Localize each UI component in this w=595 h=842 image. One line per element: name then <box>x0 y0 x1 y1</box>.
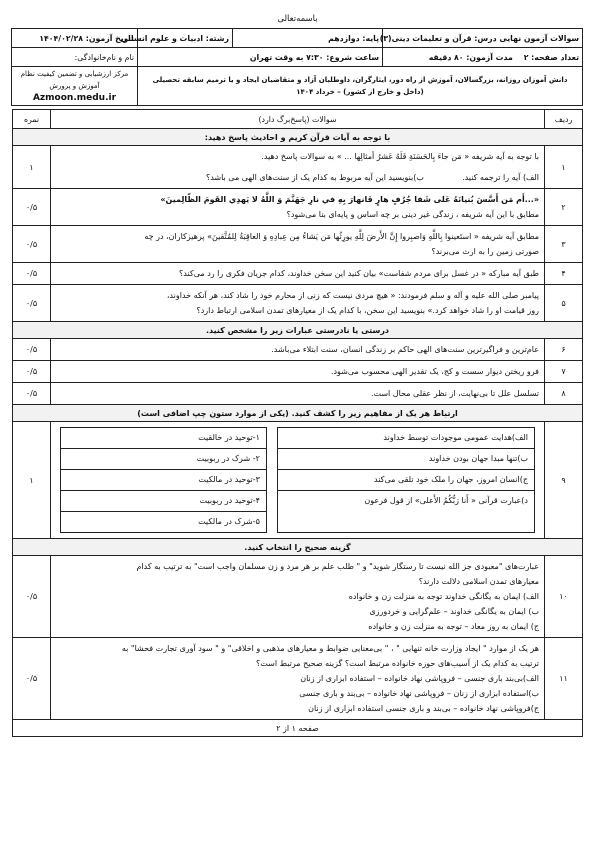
question-line: پیامبر صلی الله علیه و آله و سلم فرمودند: « هیچ مردی نیست که زنی از محارم خود را شاد کند، هر آنکه خداوند، <box>166 291 539 300</box>
option-a: الف) ایمان به یگانگی خداوند توجه به منزلت زن و خانواده <box>348 592 539 601</box>
matching-option: ۲- شرک در ربوبیت <box>61 449 266 470</box>
question-number: ۹ <box>545 422 583 539</box>
question-text: عام‌ترین و فراگیرترین سنت‌های الهی حاکم بر زندگی انسان، سنت ابتلاء می‌باشد. <box>51 339 545 361</box>
question-number: ۱۰ <box>545 556 583 638</box>
question-row <box>13 339 583 361</box>
question-score: ۰/۵ <box>13 638 51 720</box>
question-number: ۳ <box>545 226 583 263</box>
exam-page <box>12 14 583 737</box>
page-footer: صفحه ۱ از ۲ <box>13 720 583 737</box>
question-number: ۱ <box>545 146 583 189</box>
question-row <box>13 263 583 285</box>
question-number: ۲ <box>545 189 583 226</box>
question-number: ۵ <box>545 285 583 322</box>
page-count: تعداد صفحه: ۲ مدت آزمون: ۸۰ دقیقه <box>383 48 583 67</box>
matching-right-column <box>277 427 535 533</box>
matching-item: ب)تنها مبدا جهان بودن خداوند <box>278 449 534 470</box>
matching-left-column <box>60 427 267 533</box>
student-name-field: نام و نام‌خانوادگی: <box>12 48 138 67</box>
audience-line1: دانش آموزان روزانه، بزرگسالان، آموزش از راه دور، ایثارگران، داوطلبان آزاد و متقاضیان ایجاد و یا ترمیم سابقه تحصیلی <box>152 76 568 84</box>
question-score: ۰/۵ <box>13 361 51 383</box>
question-number: ۷ <box>545 361 583 383</box>
question-line: معیارهای تمدن اسلامی دلالت دارند؟ <box>418 577 539 586</box>
option-c: ج)فروپاشی نهاد خانواده – بی‌بند و باری جنسی استفاده ابزاری از زنان <box>308 704 539 713</box>
option-b: ب) ایمان به یگانگی خداوند – علم‌گرایی و خردورزی <box>369 607 539 616</box>
question-line: عبارت‌های "معبودی جز الله نیست تا رستگار شوید" و " طلب علم بر هر مرد و زن مسلمان واجب است" به ترتیب به کدام <box>136 562 539 571</box>
page-top-title: باسمه‌تعالی <box>277 14 318 24</box>
question-text <box>51 285 545 322</box>
question-score: ۰/۵ <box>13 285 51 322</box>
question-row <box>13 361 583 383</box>
question-row <box>13 189 583 226</box>
exam-title: سوالات آزمون نهایی درس: قرآن و تعلیمات دینی(۳) <box>383 29 583 48</box>
question-number: ۱۱ <box>545 638 583 720</box>
question-text: فرو ریختن دیوار سست و کج، یک تقدیر الهی محسوب می‌شود. <box>51 361 545 383</box>
question-score: ۰/۵ <box>13 189 51 226</box>
matching-option: ۳-توحید در مالکیت <box>61 470 266 491</box>
question-row <box>13 383 583 405</box>
question-line: مطابق با این آیه شریفه ، زندگی غیر دینی بر چه اساس و پایه‌ای بنا می‌شود؟ <box>286 210 539 219</box>
audience-info <box>138 67 583 106</box>
center-name: مرکز ارزشیابی و تضمین کیفیت نظام آموزش و پرورش <box>20 70 129 90</box>
question-number: ۴ <box>545 263 583 285</box>
question-text <box>51 226 545 263</box>
question-part-a: الف) آیه را ترجمه کنید. <box>462 173 539 182</box>
question-line: با توجه به آیه شریفه « مَن جاءَ بِالحَسَنَةِ فَلَهُ عَشرُ أمثالِها ... » به سوالات پاسخ دهید. <box>261 152 539 161</box>
duration: مدت آزمون: ۸۰ دقیقه <box>428 52 513 62</box>
grade-label: پایه: دوازدهم <box>233 29 383 48</box>
question-part-b: ب)بنویسید این آیه مربوط به کدام یک از سنت‌های الهی می باشد؟ <box>205 173 424 182</box>
question-text: طبق آیه مبارکه « در غسل برای مردم شفاست» بیان کنید این سخن خداوند، کدام جریان فکری را رد می‌کند؟ <box>51 263 545 285</box>
quran-verse: «...أَم مَن أَسَّسَ بُنيانَهُ عَلى شَفا جُرُفٍ هارٍ فَانهارَ بِهِ في نارِ جَهَنَّمَ وَ اللَّهُ لا يَهدِي القَومَ الظّالِمينَ» <box>160 195 539 204</box>
question-row <box>13 638 583 720</box>
question-text <box>51 146 545 189</box>
matching-option: ۱-توحید در خالقیت <box>61 428 266 449</box>
field-label: رشته: ادبیات و علوم انسانی <box>138 29 233 48</box>
audience-line2: (داخل و خارج از کشور) – خرداد ۱۴۰۴ <box>296 88 424 96</box>
col-score-header: نمره <box>13 110 51 129</box>
question-row <box>13 146 583 189</box>
center-info <box>12 67 138 106</box>
question-row <box>13 226 583 263</box>
section-true-false-title: درستی یا نادرستی عبارات زیر را مشخص کنید. <box>13 322 583 339</box>
question-number: ۸ <box>545 383 583 405</box>
website-label: Azmoon.medu.ir <box>32 93 117 103</box>
question-score: ۰/۵ <box>13 339 51 361</box>
matching-option: ۵-شرک در مالکیت <box>198 517 260 526</box>
question-line: روز قیامت او را شاد خواهد کرد.» بنویسید این سخن، با کدام یک از معیارهای تمدن اسلامی ارتباط دارد؟ <box>196 306 539 315</box>
matching-item: د)عبارت قرآنی « أَنا رَبُّكُمُ الأَعلى» از قول فرعون <box>364 496 528 505</box>
matching-item: ج)انسان امروز، جهان را ملک خود تلقی می‌کند <box>278 470 534 491</box>
exam-header-table <box>11 28 583 106</box>
exam-date: تاریخ آزمون: ۱۴۰۴/۰۲/۲۸ <box>12 29 138 48</box>
question-row <box>13 556 583 638</box>
section-multiple-choice-title: گزینه صحیح را انتخاب کنید. <box>13 539 583 556</box>
matching-question <box>51 422 545 539</box>
question-score: ۱ <box>13 146 51 189</box>
question-score: ۰/۵ <box>13 383 51 405</box>
matching-option: ۴-توحید در ربوبیت <box>61 491 266 512</box>
question-row <box>13 285 583 322</box>
question-score: ۰/۵ <box>13 226 51 263</box>
option-a: الف)بی‌بند باری جنسی – فروپاشی نهاد خانواده – استفاده ابزاری از زنان <box>300 674 539 683</box>
question-number: ۶ <box>545 339 583 361</box>
section-matching-title: ارتباط هر یک از مفاهیم زیر را کشف کنید. (یکی از موارد ستون چپ اضافی است) <box>13 405 583 422</box>
option-b: ب)استفاده ابزاری از زنان – فروپاشی نهاد خانواده – بی‌بند و باری جنسی <box>299 689 539 698</box>
question-row <box>13 422 583 539</box>
question-score: ۰/۵ <box>13 263 51 285</box>
matching-item: الف)هدایت عمومی موجودات توسط خداوند <box>278 428 534 449</box>
question-line: مطابق آیه شریفه « استَعينوا بِاللَّهِ وَاصبِروا إِنَّ الأَرضَ لِلَّهِ يورِثُها مَن يَشاءُ مِن عِبادِهِ وَ العاقِبَةُ لِلمُتَّقينَ» پرهیزکاران، در چه <box>144 232 539 241</box>
option-c: ج) ایمان به روز معاد – توجه به منزلت زن و خانواده <box>368 622 539 631</box>
question-line: ترتیب به کدام یک از آسیب‌های حوزه خانواده مرتبط است؟ گزینه صحیح مرتبط است؟ <box>256 659 539 668</box>
question-text <box>51 638 545 720</box>
question-text <box>51 189 545 226</box>
question-line: هر یک از موارد " ایجاد وزارت خانه تنهایی " ، " بی‌معنایی ضوابط و معیارهای مذهبی و اخلاقی" و " سود آوری تجارت فحشا" به <box>121 644 539 653</box>
question-score: ۰/۵ <box>13 556 51 638</box>
question-line: صورتی زمین را به ارث می‌برند؟ <box>431 247 539 256</box>
question-score: ۱ <box>13 422 51 539</box>
col-row-header: ردیف <box>545 110 583 129</box>
question-text: تسلسل علل تا بی‌نهایت، از نظر عقلی محال است. <box>51 383 545 405</box>
start-time: ساعت شروع: ۷:۳۰ به وقت تهران <box>138 48 383 67</box>
question-text <box>51 556 545 638</box>
questions-table <box>12 109 583 737</box>
col-questions-header: سوالات (پاسخ‌برگ دارد) <box>51 110 545 129</box>
section-quran-title: با توجه به آیات قرآن کریم و احادیث پاسخ دهید: <box>13 129 583 146</box>
